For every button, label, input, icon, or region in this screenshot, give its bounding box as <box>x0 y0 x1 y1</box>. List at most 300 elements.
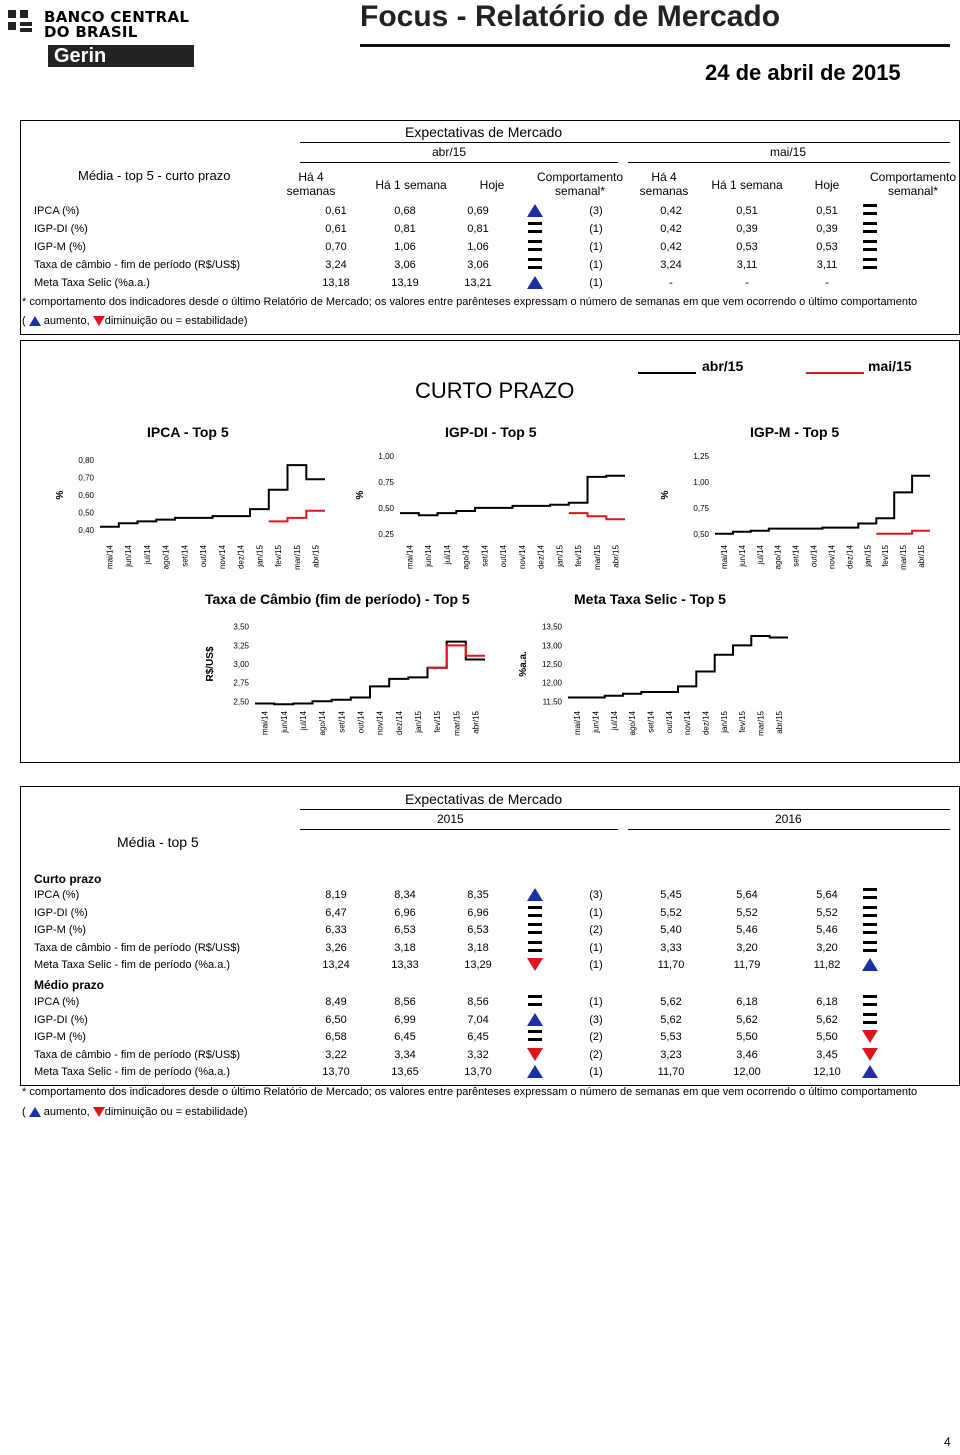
y-tick-label: 2,50 <box>233 697 249 707</box>
value-cell: 0,42 <box>660 223 682 235</box>
column-header: semanas <box>639 184 689 198</box>
y-tick-label: 1,00 <box>693 478 709 488</box>
y-tick-label: 0,50 <box>378 503 394 513</box>
x-tick-label: fev/15 <box>738 711 748 733</box>
x-tick-label: jan/15 <box>255 545 265 567</box>
value-cell: 8,34 <box>394 889 416 901</box>
equal-icon <box>528 240 542 251</box>
up-arrow-icon <box>527 276 543 289</box>
table1-legend <box>22 315 248 327</box>
value-cell: 11,70 <box>657 959 685 971</box>
value-cell: 13,18 <box>322 277 350 289</box>
value-cell: 5,64 <box>816 889 838 901</box>
value-cell: 3,23 <box>660 1048 682 1061</box>
x-tick-label: mar/15 <box>592 545 602 570</box>
series-line-abr15 <box>255 642 485 705</box>
equal-icon <box>863 941 877 952</box>
x-tick-label: dez/14 <box>845 545 855 570</box>
row-label: IGP-DI (%) <box>34 1013 88 1026</box>
y-tick-label: 2,75 <box>233 678 249 688</box>
up-arrow-icon <box>862 1065 878 1078</box>
series-line-mai15 <box>569 513 625 519</box>
table2-group1: 2015 <box>437 812 464 826</box>
chart-igpdi <box>355 443 635 583</box>
table2-left-label: Média - top 5 <box>117 834 199 850</box>
value-cell: 5,45 <box>660 889 682 901</box>
value-cell: 3,20 <box>736 941 758 954</box>
x-tick-label: abr/15 <box>917 545 927 568</box>
y-tick-label: 0,75 <box>693 503 709 513</box>
value-cell: 1,06 <box>467 241 489 253</box>
value-cell: 5,62 <box>660 996 682 1008</box>
x-tick-label: nov/14 <box>683 711 693 736</box>
y-axis-label: %a.a. <box>518 651 529 677</box>
row-label: Meta Taxa Selic (%a.a.) <box>34 277 150 289</box>
x-tick-label: out/14 <box>809 545 819 568</box>
report-date: 24 de abril de 2015 <box>705 60 901 85</box>
x-tick-label: mai/14 <box>719 545 729 570</box>
y-axis-label: % <box>355 490 366 500</box>
bank-name-line2: DO BRASIL <box>44 23 138 41</box>
down-arrow-icon <box>527 1048 543 1061</box>
table2-heading: Expectativas de Mercado <box>405 791 563 807</box>
value-cell: 11,70 <box>657 1066 685 1078</box>
x-tick-label: out/14 <box>499 545 509 568</box>
equal-icon <box>863 906 877 917</box>
value-cell: 3,11 <box>816 259 838 271</box>
column-header: Comportamento <box>536 170 624 184</box>
value-cell: 6,99 <box>394 1013 416 1026</box>
row-label: IGP-M (%) <box>34 924 86 936</box>
series-line-mai15 <box>876 531 930 534</box>
value-cell: 12,00 <box>733 1066 761 1078</box>
x-tick-label: jun/14 <box>591 711 601 733</box>
row-label: Meta Taxa Selic - fim de período (%a.a.) <box>34 959 231 971</box>
equal-icon <box>528 923 542 934</box>
chart-ipca-title: IPCA - Top 5 <box>147 424 229 440</box>
value-cell: 5,46 <box>736 924 758 936</box>
table1-group2: mai/15 <box>770 145 807 159</box>
row-label: IPCA (%) <box>34 996 80 1008</box>
value-cell: 3,45 <box>816 1048 838 1061</box>
value-cell: 0,81 <box>467 223 489 235</box>
series-line-abr15 <box>715 476 930 534</box>
down-arrow-icon <box>527 958 543 971</box>
series-line-abr15 <box>400 476 625 515</box>
series-line-mai15 <box>428 645 486 667</box>
chart-igpm-title: IGP-M - Top 5 <box>750 424 840 440</box>
value-cell: 3,33 <box>660 941 682 954</box>
value-cell: 6,45 <box>467 1031 489 1043</box>
row-label: IPCA (%) <box>34 205 80 217</box>
value-cell: 0,61 <box>325 223 347 235</box>
value-cell: 13,21 <box>464 277 492 289</box>
value-cell: 3,18 <box>467 941 489 954</box>
x-tick-label: abr/15 <box>774 711 784 734</box>
row-label: Taxa de câmbio - fim de período (R$/US$) <box>34 1048 241 1061</box>
table1-group2-rule <box>628 162 950 163</box>
weeks-count: (3) <box>589 205 603 217</box>
table1-left-label: Média - top 5 - curto prazo <box>78 168 231 183</box>
table1-heading-rule <box>300 142 950 143</box>
x-tick-label: out/14 <box>199 545 209 568</box>
value-cell: 3,18 <box>394 941 416 954</box>
x-tick-label: jan/15 <box>555 545 565 567</box>
x-tick-label: ago/14 <box>461 545 471 570</box>
value-cell: 5,52 <box>736 906 758 919</box>
up-arrow-icon <box>29 1107 41 1117</box>
up-arrow-icon <box>527 888 543 901</box>
value-cell: 3,26 <box>325 941 347 954</box>
value-cell: 3,24 <box>325 259 347 271</box>
weeks-count: (1) <box>589 277 603 289</box>
y-tick-label: 0,70 <box>78 473 94 483</box>
row-label: IPCA (%) <box>34 889 80 901</box>
legend-line-series1 <box>638 372 696 374</box>
up-arrow-icon <box>29 316 41 326</box>
x-tick-label: dez/14 <box>701 711 711 736</box>
bank-emblem-icon <box>6 8 36 38</box>
value-cell: 3,22 <box>325 1048 347 1061</box>
weeks-count: (1) <box>589 1066 603 1078</box>
y-tick-label: 12,00 <box>541 678 562 688</box>
x-tick-label: out/14 <box>356 711 366 734</box>
column-header: semanal* <box>887 184 939 198</box>
x-tick-label: set/14 <box>791 545 801 567</box>
row-label: IGP-DI (%) <box>34 906 88 919</box>
x-tick-label: jul/14 <box>142 545 152 565</box>
equal-icon <box>863 222 877 233</box>
value-cell: 6,53 <box>394 924 416 936</box>
weeks-count: (2) <box>589 1048 603 1061</box>
table2-footnote: * comportamento dos indicadores desde o último Relatório de Mercado; os valores entre parênteses expressam o número de semanas em que vem ocorrendo o último comportamento <box>22 1086 918 1098</box>
y-tick-label: 0,50 <box>693 529 709 539</box>
equal-icon <box>528 941 542 952</box>
column-header: Há 1 semana <box>375 178 447 192</box>
value-cell: 7,04 <box>467 1013 489 1026</box>
value-cell: 8,49 <box>325 996 347 1008</box>
x-tick-label: mai/14 <box>105 545 115 570</box>
equal-icon <box>863 258 877 269</box>
x-tick-label: jan/15 <box>863 545 873 567</box>
value-cell: 0,42 <box>660 205 682 217</box>
table2-group2-rule <box>628 829 950 830</box>
down-arrow-icon <box>862 1030 878 1043</box>
value-cell: 8,56 <box>394 996 416 1008</box>
up-arrow-icon <box>862 958 878 971</box>
value-cell: 6,53 <box>467 924 489 936</box>
weeks-count: (2) <box>589 924 603 936</box>
column-header: Hoje <box>814 178 840 192</box>
down-arrow-icon <box>862 1048 878 1061</box>
value-cell: 1,06 <box>394 241 416 253</box>
y-axis-label: R$/US$ <box>205 646 216 682</box>
value-cell: 5,64 <box>736 889 758 901</box>
value-cell: 8,19 <box>325 889 347 901</box>
row-label: Meta Taxa Selic - fim de período (%a.a.) <box>34 1066 231 1078</box>
value-cell: - <box>745 277 749 289</box>
chart-cambio-title: Taxa de Câmbio (fim de período) - Top 5 <box>205 591 470 607</box>
value-cell: 8,35 <box>467 889 489 901</box>
x-tick-label: jul/14 <box>755 545 765 565</box>
value-cell: 5,53 <box>660 1031 682 1043</box>
value-cell: 6,45 <box>394 1031 416 1043</box>
table2-legend <box>22 1106 248 1118</box>
department-badge: Gerin <box>48 45 194 67</box>
value-cell: 3,24 <box>660 259 682 271</box>
x-tick-label: fev/15 <box>433 711 443 733</box>
x-tick-label: fev/15 <box>274 545 284 567</box>
chart-ipca <box>55 443 335 583</box>
value-cell: 13,19 <box>391 277 419 289</box>
chart-cambio <box>205 615 495 760</box>
value-cell: 0,51 <box>816 205 838 217</box>
up-arrow-icon <box>527 1013 543 1026</box>
value-cell: 5,52 <box>816 906 838 919</box>
value-cell: 6,47 <box>325 906 347 919</box>
table1-group1: abr/15 <box>432 145 467 159</box>
value-cell: 3,32 <box>467 1048 489 1061</box>
value-cell: 3,34 <box>394 1048 416 1061</box>
row-label: IGP-DI (%) <box>34 223 88 235</box>
legend-label-series2: mai/15 <box>868 358 912 374</box>
y-tick-label: 0,80 <box>78 455 94 465</box>
value-cell: 6,96 <box>394 906 416 919</box>
y-tick-label: 13,50 <box>541 622 562 632</box>
weeks-count: (1) <box>589 941 603 954</box>
value-cell: 6,96 <box>467 906 489 919</box>
down-arrow-icon <box>93 1107 105 1117</box>
x-tick-label: jul/14 <box>609 711 619 731</box>
y-tick-label: 11,50 <box>542 697 562 707</box>
value-cell: 0,39 <box>816 223 838 235</box>
x-tick-label: set/14 <box>337 711 347 733</box>
weeks-count: (2) <box>589 1031 603 1043</box>
bank-logo <box>0 0 200 70</box>
column-header: Há 4 <box>651 170 677 184</box>
value-cell: 5,50 <box>816 1031 838 1043</box>
value-cell: 0,81 <box>394 223 416 235</box>
x-tick-label: fev/15 <box>574 545 584 567</box>
value-cell: 13,29 <box>464 959 492 971</box>
row-label: IGP-M (%) <box>34 241 86 253</box>
chart-igpdi-title: IGP-DI - Top 5 <box>445 424 537 440</box>
y-tick-label: 13,00 <box>541 641 562 651</box>
x-tick-label: jun/14 <box>124 545 134 567</box>
weeks-count: (1) <box>589 259 603 271</box>
x-tick-label: jan/15 <box>413 711 423 733</box>
series-line-abr15 <box>568 636 788 698</box>
legend-label-series1: abr/15 <box>702 358 744 374</box>
column-header: Hoje <box>479 178 505 192</box>
value-cell: 0,53 <box>816 241 838 253</box>
x-tick-label: out/14 <box>664 711 674 734</box>
up-arrow-icon <box>527 204 543 217</box>
column-header: Há 4 <box>298 170 324 184</box>
value-cell: 0,53 <box>736 241 758 253</box>
x-tick-label: abr/15 <box>471 711 481 734</box>
equal-icon <box>863 888 877 899</box>
weeks-count: (3) <box>589 889 603 901</box>
y-tick-label: 0,50 <box>78 508 94 518</box>
y-tick-label: 0,25 <box>378 529 394 539</box>
y-tick-label: 12,50 <box>541 660 562 669</box>
legend-up-text: aumento, <box>43 315 90 327</box>
x-tick-label: nov/14 <box>217 545 227 570</box>
table2-group1-rule <box>300 829 618 830</box>
x-tick-label: nov/14 <box>517 545 527 570</box>
x-tick-label: jun/14 <box>737 545 747 567</box>
equal-icon <box>863 240 877 251</box>
weeks-count: (3) <box>589 1013 603 1026</box>
x-tick-label: nov/14 <box>375 711 385 736</box>
series-line-mai15 <box>269 511 325 522</box>
x-tick-label: nov/14 <box>827 545 837 570</box>
x-tick-label: jan/15 <box>719 711 729 733</box>
value-cell: 8,56 <box>467 996 489 1008</box>
equal-icon <box>528 995 542 1006</box>
bank-name-line1: BANCO CENTRAL <box>44 8 190 26</box>
y-tick-label: 1,00 <box>378 452 394 462</box>
value-cell: 11,79 <box>733 959 761 971</box>
value-cell: 5,46 <box>816 924 838 936</box>
x-tick-label: dez/14 <box>236 545 246 570</box>
value-cell: 6,18 <box>816 996 838 1008</box>
up-arrow-icon <box>527 1065 543 1078</box>
x-tick-label: abr/15 <box>611 545 621 568</box>
page-number: 4 <box>944 1435 951 1449</box>
value-cell: 12,10 <box>813 1066 841 1078</box>
column-header: Há 1 semana <box>711 178 783 192</box>
y-axis-label: % <box>55 490 66 500</box>
legend-up-text: aumento, <box>43 1106 90 1118</box>
chart-igpm <box>660 443 940 583</box>
value-cell: 13,70 <box>322 1066 350 1078</box>
down-arrow-icon <box>93 316 105 326</box>
title-divider <box>360 44 950 47</box>
x-tick-label: jun/14 <box>279 711 289 733</box>
weeks-count: (1) <box>589 959 603 971</box>
x-tick-label: jul/14 <box>442 545 452 565</box>
legend-down-text: diminuição ou = estabilidade) <box>104 1106 248 1118</box>
value-cell: 5,62 <box>816 1013 838 1026</box>
value-cell: 5,52 <box>660 906 682 919</box>
weeks-count: (1) <box>589 241 603 253</box>
value-cell: 6,33 <box>325 924 347 936</box>
x-tick-label: abr/15 <box>311 545 321 568</box>
value-cell: 13,33 <box>391 959 419 971</box>
table2-group2: 2016 <box>775 812 802 826</box>
x-tick-label: set/14 <box>646 711 656 733</box>
table1-heading: Expectativas de Mercado <box>405 124 563 140</box>
value-cell: 0,68 <box>394 205 416 217</box>
equal-icon <box>863 923 877 934</box>
x-tick-label: jun/14 <box>424 545 434 567</box>
value-cell: 0,42 <box>660 241 682 253</box>
value-cell: 6,18 <box>736 996 758 1008</box>
value-cell: 13,70 <box>464 1066 492 1078</box>
legend-open: ( <box>22 315 26 327</box>
x-tick-label: jul/14 <box>298 711 308 731</box>
value-cell: 6,58 <box>325 1031 347 1043</box>
value-cell: - <box>669 277 673 289</box>
table2-section-medium: Médio prazo <box>34 978 105 992</box>
charts-section-title: CURTO PRAZO <box>415 378 575 403</box>
equal-icon <box>528 1030 542 1041</box>
legend-line-series2 <box>806 372 864 374</box>
y-tick-label: 3,25 <box>233 641 249 651</box>
x-tick-label: ago/14 <box>628 711 638 736</box>
table2-heading-rule <box>300 809 950 810</box>
y-tick-label: 0,75 <box>378 478 394 488</box>
value-cell: 3,46 <box>736 1048 758 1061</box>
equal-icon <box>528 258 542 269</box>
column-header: Comportamento <box>869 170 957 184</box>
value-cell: 5,50 <box>736 1031 758 1043</box>
value-cell: 5,62 <box>736 1013 758 1026</box>
row-label: IGP-M (%) <box>34 1031 86 1043</box>
value-cell: - <box>825 277 829 289</box>
value-cell: 0,39 <box>736 223 758 235</box>
chart-selic <box>518 615 798 760</box>
value-cell: 0,51 <box>736 205 758 217</box>
value-cell: 6,50 <box>325 1013 347 1026</box>
page-title: Focus - Relatório de Mercado <box>360 0 781 33</box>
x-tick-label: mar/15 <box>899 545 909 570</box>
column-header: semanal* <box>554 184 606 198</box>
weeks-count: (1) <box>589 906 603 919</box>
y-axis-label: % <box>660 490 671 500</box>
column-header: semanas <box>286 184 336 198</box>
legend-down-text: diminuição ou = estabilidade) <box>104 315 248 327</box>
value-cell: 3,20 <box>816 941 838 954</box>
y-tick-label: 3,50 <box>233 622 249 632</box>
chart-selic-title: Meta Taxa Selic - Top 5 <box>574 591 726 607</box>
x-tick-label: mar/15 <box>292 545 302 570</box>
value-cell: 5,62 <box>660 1013 682 1026</box>
x-tick-label: ago/14 <box>161 545 171 570</box>
value-cell: 0,69 <box>467 205 489 217</box>
value-cell: 0,61 <box>325 205 347 217</box>
value-cell: 3,11 <box>736 259 758 271</box>
equal-icon <box>528 906 542 917</box>
value-cell: 13,65 <box>391 1066 419 1078</box>
x-tick-label: mai/14 <box>260 711 270 736</box>
weeks-count: (1) <box>589 223 603 235</box>
equal-icon <box>863 995 877 1006</box>
value-cell: 3,06 <box>394 259 416 271</box>
x-tick-label: dez/14 <box>394 711 404 736</box>
value-cell: 5,40 <box>660 924 682 936</box>
table1-group1-rule <box>300 162 618 163</box>
legend-open: ( <box>22 1106 26 1118</box>
x-tick-label: dez/14 <box>536 545 546 570</box>
x-tick-label: ago/14 <box>773 545 783 570</box>
row-label: Taxa de câmbio - fim de período (R$/US$) <box>34 941 241 954</box>
equal-icon <box>528 222 542 233</box>
weeks-count: (1) <box>589 996 603 1008</box>
x-tick-label: mar/15 <box>756 711 766 736</box>
x-tick-label: mai/14 <box>405 545 415 570</box>
table2-section-short: Curto prazo <box>34 872 102 886</box>
value-cell: 13,24 <box>322 959 350 971</box>
x-tick-label: ago/14 <box>318 711 328 736</box>
value-cell: 3,06 <box>467 259 489 271</box>
y-tick-label: 0,40 <box>78 526 94 536</box>
x-tick-label: set/14 <box>180 545 190 567</box>
x-tick-label: fev/15 <box>881 545 891 567</box>
value-cell: 11,82 <box>813 959 841 971</box>
